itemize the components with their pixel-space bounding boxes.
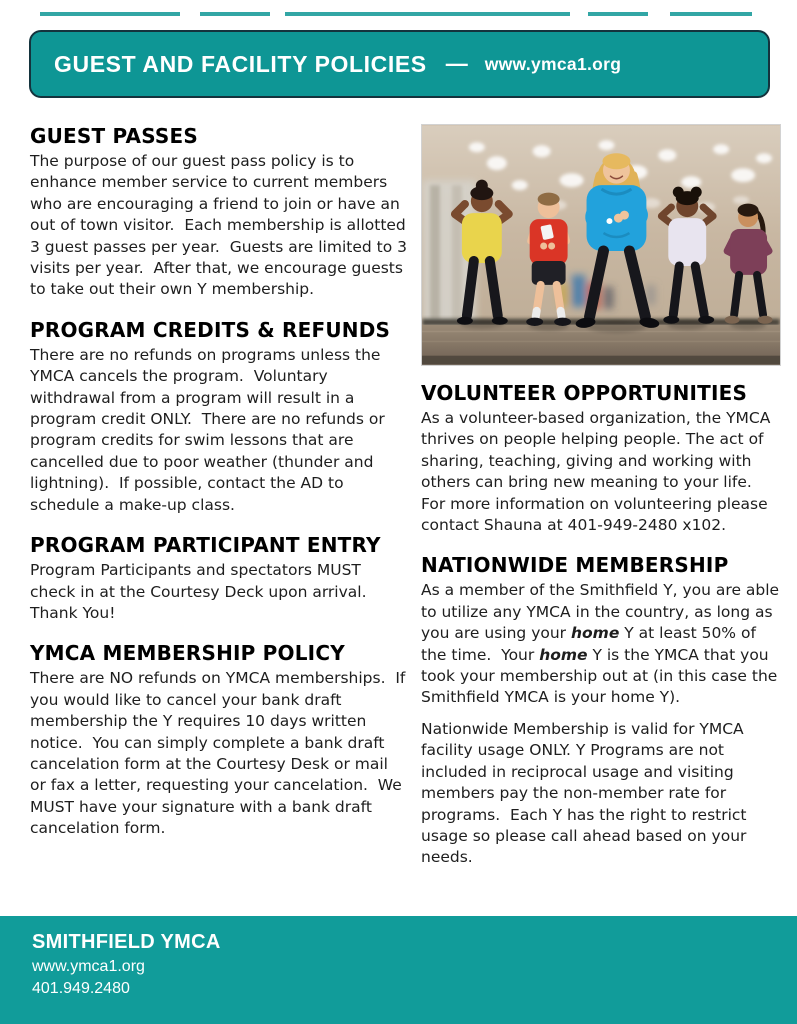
text-part: As a member of the Smithfield Y, you are able to utilize any YMCA in the country, as long as you are using your (421, 581, 785, 643)
footer-phone-number: 401.949.2480 (32, 980, 130, 997)
section-heading: NATIONWIDE MEMBERSHIP (421, 553, 729, 578)
section-body (421, 580, 785, 708)
text-part: Y is the YMCA that you took your membership out at (in this case the Smithfield YMCA is your home Y). (421, 645, 783, 707)
header-banner (29, 30, 770, 98)
section-guest-passes (30, 124, 412, 301)
dance-class-photo-illustration (422, 125, 780, 365)
section-ymca-membership-policy (30, 641, 411, 839)
left-column (30, 124, 412, 840)
home-emphasis: home (539, 645, 588, 664)
trim-segment (285, 12, 570, 16)
footer-org-name: SMITHFIELD YMCA (32, 931, 221, 953)
section-body: The purpose of our guest pass policy is to enhance member service to current members who are encouraging a friend to join or have an out of town visitor. Each membership is allotted 3 guest passes per year. Guests are limited to 3 visits per year. After that, we encourage guests to take out their own Y membership. (30, 152, 412, 299)
trim-segment (588, 12, 648, 16)
trim-segment (200, 12, 270, 16)
section-program-participant-entry (30, 533, 408, 624)
page-title: GUEST AND FACILITY POLICIES (54, 50, 427, 77)
section-heading: PROGRAM CREDITS & REFUNDS (30, 317, 391, 342)
title-separator-dash: — (445, 51, 468, 76)
top-trim-line (0, 12, 797, 16)
text-part: Y at least 50% of the time. Your (421, 624, 761, 664)
home-emphasis: home (570, 624, 620, 643)
section-heading: PROGRAM PARTICIPANT ENTRY (30, 533, 381, 558)
footer-bar (0, 916, 797, 1024)
section-volunteer-opportunities (421, 381, 781, 536)
header-website-text: www.ymca1.org (484, 53, 622, 74)
trim-segment (670, 12, 752, 16)
section-body: As a volunteer-based organization, the YMCA thrives on people helping people. The act of sharing, teaching, giving and working with others can bring new meaning to your life. For more information on volunteering please contact Shauna at 401-949-2480 x102. (421, 409, 776, 535)
section-body: Nationwide Membership is valid for YMCA facility usage ONLY. Y Programs are not included in reciprocal usage and visiting members pay the non-member rate for programs. Each Y has the right to restrict usage so please call ahead based on your needs. (421, 719, 752, 867)
section-program-credits-refunds (30, 318, 408, 516)
dance-class-photo (421, 124, 781, 366)
section-heading: VOLUNTEER OPPORTUNITIES (421, 381, 748, 405)
right-column (421, 124, 785, 869)
section-body: There are no refunds on programs unless the YMCA cancels the program. Voluntary withdrawal from a program will result in a program credit ONLY. There are no refunds or program credits for swim lessons that are cancelled due to poor weather (thunder and lightning). If possible, contact the AD to schedule a make-up class. (30, 345, 390, 514)
section-nationwide-membership (421, 553, 785, 868)
section-heading: GUEST PASSES (30, 124, 199, 148)
section-heading: YMCA MEMBERSHIP POLICY (30, 641, 345, 666)
section-body: Program Participants and spectators MUST check in at the Courtesy Deck upon arrival. Thank You! (30, 561, 377, 622)
section-body: There are NO refunds on YMCA memberships. If you would like to cancel your bank draft membership the Y requires 10 days written notice. You can simply complete a bank draft cancelation form at the Courtesy Desk or mail or fax a letter, requesting your cancelation. We MUST have your signature with a bank draft cancelation form. (30, 669, 411, 838)
footer-website-text: www.ymca1.org (32, 958, 145, 975)
trim-segment (40, 12, 180, 16)
